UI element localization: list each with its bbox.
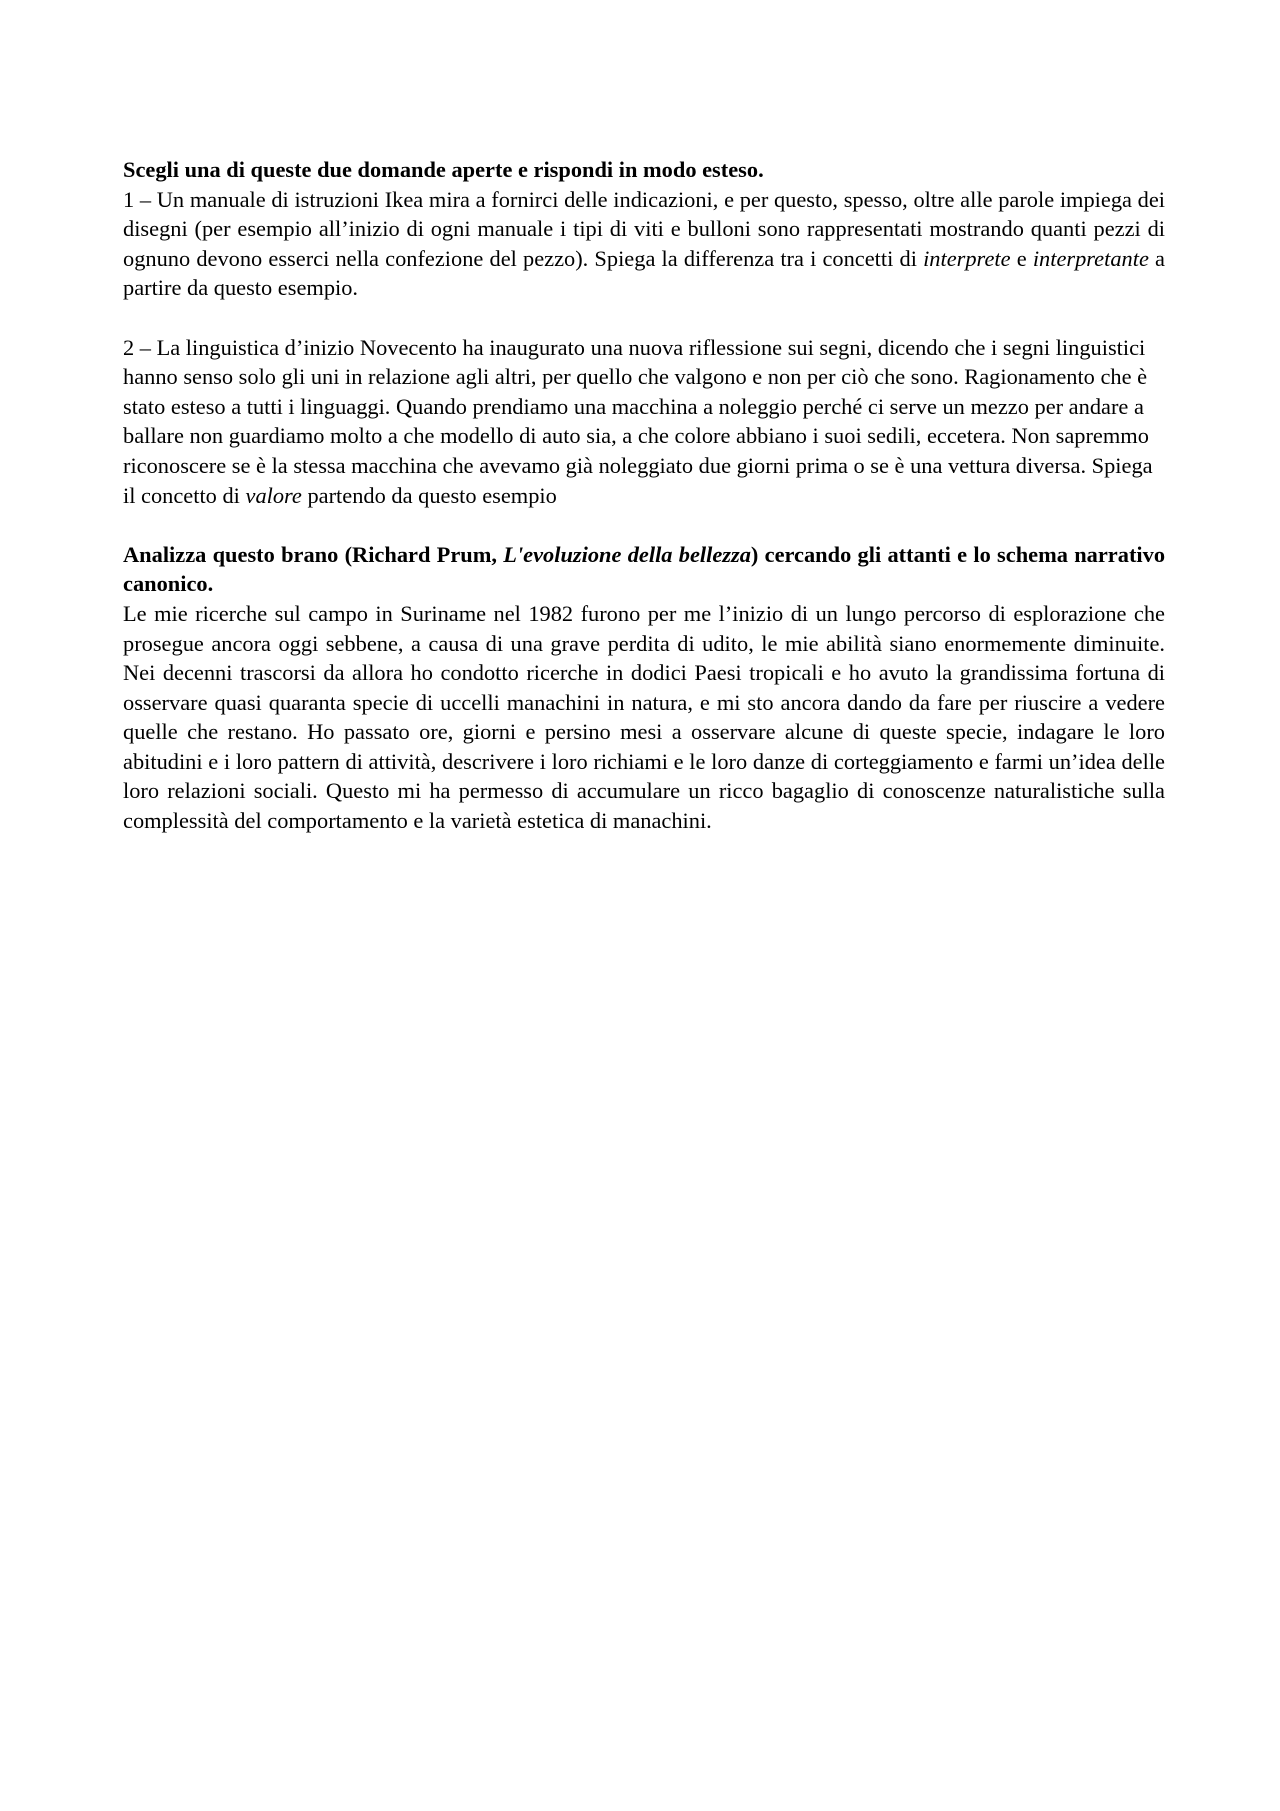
paragraph-gap xyxy=(123,303,1165,333)
term-valore: valore xyxy=(245,482,302,508)
section-2-heading-a: Analizza questo brano (Richard Prum, xyxy=(123,541,504,567)
document-body xyxy=(123,155,1165,836)
question-2 xyxy=(123,333,1165,511)
book-title: L'evoluzione della bellezza xyxy=(503,541,751,567)
section-2-heading-b: ) cercando gli attanti e lo schema narrativo canonico. xyxy=(123,541,1166,597)
term-interpretante: interpretante xyxy=(1032,245,1149,271)
question-2-text-a: 2 – La linguistica d’inizio Novecento ha inaugurato una nuova riflessione sui segni, dicendo che i segni linguistici hanno senso solo gli uni in relazione agli altri, per quello che valgono e non per ciò che sono. Ragionamento che è stato esteso a tutti i linguaggi. Quando prendiamo una macchina a noleggio perché ci serve un mezzo per andare a ballare non guardiamo molto a che modello di auto sia, a che colore abbiano i suoi sedili, eccetera. Non sapremmo riconoscere se è la stessa macchina che avevamo già noleggiato due giorni prima o se è una vettura diversa. Spiega il concetto di xyxy=(123,334,1153,508)
question-1 xyxy=(123,185,1165,303)
question-1-text-c: a partire da questo esempio. xyxy=(123,245,1165,301)
section-1-heading: Scegli una di queste due domande aperte e rispondi in modo esteso. xyxy=(123,157,764,182)
term-interprete: interprete xyxy=(923,245,1011,271)
question-2-text-b: partendo da questo esempio xyxy=(301,482,557,508)
section-2-heading xyxy=(123,540,1165,599)
passage-text: Le mie ricerche sul campo in Suriname nel 1982 furono per me l’inizio di un lungo percorso di esplorazione che prosegue ancora oggi sebbene, a causa di una grave perdita di udito, le mie abilità siano enormemente diminuite. Nei decenni trascorsi da allora ho condotto ricerche in dodici Paesi tropicali e ho avuto la grandissima fortuna di osservare quasi quaranta specie di uccelli manachini in natura, e mi sto ancora dando da fare per riuscire a vedere quelle che restano. Ho passato ore, giorni e persino mesi a osservare alcune di queste specie, indagare le loro abitudini e i loro pattern di attività, descrivere i loro richiami e le loro danze di corteggiamento e farmi un’idea delle loro relazioni sociali. Questo mi ha permesso di accumulare un ricco bagaglio di conoscenze naturalistiche sulla complessità del comportamento e la varietà estetica di manachini. xyxy=(123,600,1165,834)
question-1-text-b: e xyxy=(1010,245,1033,271)
question-1-text-a: 1 – Un manuale di istruzioni Ikea mira a fornirci delle indicazioni, e per questo, spesso, oltre alle parole impiega dei disegni (per esempio all’inizio di ogni manuale i tipi di viti e bulloni sono rappresentati mostrando quanti pezzi di ognuno devono esserci nella confezione del pezzo). Spiega la differenza tra i concetti di xyxy=(123,186,1165,271)
paragraph-gap xyxy=(123,510,1165,540)
